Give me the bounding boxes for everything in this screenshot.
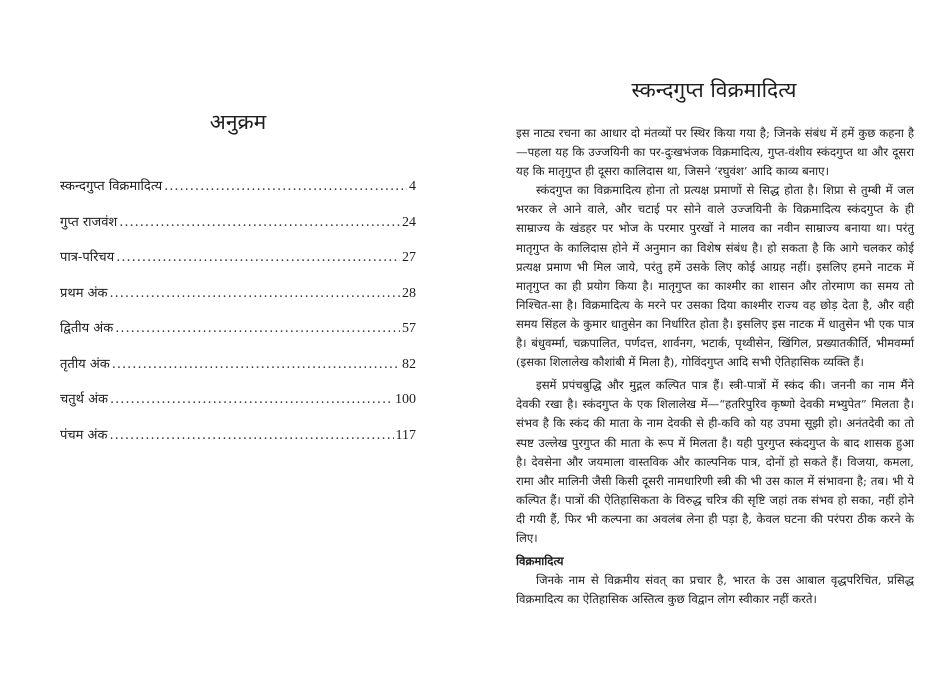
- toc-item-page: 4: [409, 179, 416, 194]
- toc-item[interactable]: [60, 283, 416, 319]
- toc-leader-dots: [112, 357, 400, 372]
- right-page-chapter: [476, 0, 952, 700]
- toc-item-page: 82: [402, 356, 416, 372]
- toc-leader-dots: [110, 392, 393, 407]
- paragraph: इस नाट्य रचना का आधार दो मंतव्यों पर स्थिर किया गया है; जिनके संबंध में हमें कुछ कहना है—पहला यह कि उज्जयिनी का पर-दुःखभंजक विक्रमादित्य, गुप्त-वंशीय स्कंदगुप्त था और दूसरा यह कि मातृगुप्त ही दूसरा कालिदास था, जिसने ‘रघुवंश’ आदि काव्य बनाए।: [516, 126, 914, 179]
- toc-item-label: पात्र-परिचय: [60, 250, 115, 265]
- toc-leader-dots: [119, 215, 400, 230]
- toc-leader-dots: [116, 250, 400, 265]
- toc-leader-dots: [164, 179, 407, 194]
- toc-item-page: 100: [395, 392, 416, 407]
- toc-title: अनुक्रम: [209, 110, 267, 134]
- toc-item-label: प्रथम अंक: [60, 285, 108, 301]
- toc-item[interactable]: [60, 247, 416, 283]
- table-of-contents: [60, 176, 416, 460]
- toc-item[interactable]: [60, 176, 416, 212]
- toc-item-label: गुप्त राजवंश: [60, 214, 118, 230]
- paragraph: जिनके नाम से विक्रमीय संवत् का प्रचार है, भारत के उस आबाल वृद्धपरिचित, प्रसिद्ध विक्रमादित्य का ऐतिहासिक अस्तित्व कुछ विद्वान लोग स्वीकार नहीं करते।: [516, 573, 914, 607]
- toc-item-label: तृतीय अंक: [60, 356, 110, 372]
- toc-item-page: 57: [402, 321, 416, 336]
- toc-item[interactable]: [60, 389, 416, 425]
- toc-item-label: स्कन्दगुप्त विक्रमादित्य: [60, 179, 163, 194]
- toc-item-page: 27: [402, 250, 416, 265]
- toc-item-label: पंचम अंक: [60, 427, 108, 443]
- chapter-title: स्कन्दगुप्त विक्रमादित्य: [631, 78, 797, 102]
- paragraph: स्कंदगुप्त का विक्रमादित्य होना तो प्रत्यक्ष प्रमाणों से सिद्ध होता है। शिप्रा से तुम्बी में जल भरकर ले आने वाले, और चटाई पर सोने वाले उज्जयिनी के विक्रमादित्य स्कंदगुप्त के ही साम्राज्य के खंडहर पर भोज के परमार पुरखों ने मालव का नवीन साम्राज्य बनाया था। परंतु मातृगुप्त के कालिदास होने में अनुमान का विशेष संबंध है। हो सकता है कि आगे चलकर कोई प्रत्यक्ष प्रमाण भी मिल जाये, परंतु हमें उसके लिए कोई आग्रह नहीं। इसलिए हमने नाटक में मातृगुप्त का ही प्रयोग किया है। मातृगुप्त का काश्मीर का शासन और तोरमाण का समय तो निश्चित-सा है। विक्रमादित्य के मरने पर उसका दिया काश्मीर राज्य वह छोड़ देता है, और वही समय सिंहल के कुमार धातुसेन का निर्धारित होता है। इसलिए इस नाटक में धातुसेन भी एक पात्र है। बंधुवर्म्मा, चक्रपालित, पर्णदत्त, शार्वनग, भटार्क, पृथ्वीसेन, खिंगिल, प्रख्यातकीर्ति, भीमवर्म्मा (इसका शिलालेख कौशांबी में मिला है), गोविंदगुप्त आदि सभी ऐतिहासिक व्यक्ति हैं।: [516, 183, 914, 370]
- toc-item-label: द्वितीय अंक: [60, 321, 114, 336]
- toc-leader-dots: [109, 428, 393, 443]
- section-subheading: विक्रमादित्य: [516, 554, 564, 569]
- toc-item[interactable]: [60, 318, 416, 354]
- toc-leader-dots: [115, 321, 400, 336]
- toc-leader-dots: [110, 286, 400, 301]
- toc-item-page: 24: [402, 214, 416, 230]
- toc-item-page: 28: [402, 285, 416, 301]
- toc-item-page: 117: [395, 427, 416, 443]
- toc-item-label: चतुर्थ अंक: [60, 392, 109, 407]
- paragraph: इसमें प्रपंचबुद्धि और मुद्गल कल्पित पात्र हैं। स्त्री-पात्रों में स्कंद की। जननी का नाम मैंने देवकी रखा है। स्कंदगुप्त के एक शिलालेख में—“हतरिपुरिव कृष्णो देवकी मभ्युपेत” मिलता है। संभव है कि स्कंद की माता के नाम देवकी से ही-कवि को यह उपमा सूझी हो। अनंतदेवी का तो स्पष्ट उल्लेख पुरगुप्त की माता के रूप में मिलता है। यही पुरगुप्त स्कंदगुप्त के बाद शासक हुआ है। देवसेना और जयमाला वास्तविक और काल्पनिक पात्र, दोनों हो सकते हैं। विजया, कमला, रामा और मालिनी जैसी किसी दूसरी नामधारिणी स्त्री की भी उस काल में संभावना है; तब। भी ये कल्पित हैं। पात्रों की ऐतिहासिकता के विरुद्ध चरित्र की सृष्टि जहां तक संभव हो सका, नहीं होने दी गयी हैं, फिर भी कल्पना का अवलंब लेना ही पड़ा है, केवल घटना की परंपरा ठीक करने के लिए।: [516, 378, 914, 545]
- toc-item[interactable]: [60, 212, 416, 248]
- chapter-body: [516, 124, 914, 609]
- toc-item[interactable]: [60, 354, 416, 390]
- toc-item[interactable]: [60, 425, 416, 461]
